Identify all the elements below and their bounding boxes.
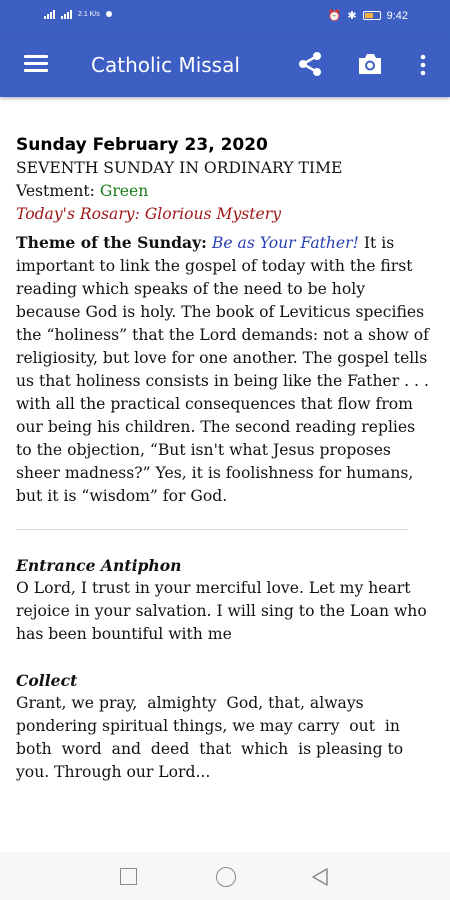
back-icon[interactable] <box>311 867 329 887</box>
vestment-value: Green <box>99 182 149 200</box>
signal-icon-2 <box>61 9 72 19</box>
vestment-line <box>16 180 434 203</box>
status-right <box>328 9 408 22</box>
camera-icon[interactable] <box>357 52 383 76</box>
system-nav-bar <box>0 852 450 900</box>
share-icon[interactable] <box>297 51 323 77</box>
entrance-antiphon-title: Entrance Antiphon <box>16 556 182 575</box>
net-speed: 2.1 K/s <box>78 10 100 18</box>
date-heading: Sunday February 23, 2020 <box>16 135 268 155</box>
vestment-label: Vestment: <box>16 182 100 200</box>
occasion: SEVENTH SUNDAY IN ORDINARY TIME <box>16 159 343 177</box>
app-title: Catholic Missal <box>91 53 240 77</box>
divider <box>16 529 408 530</box>
theme-label: Theme of the Sunday: <box>16 233 207 252</box>
battery-icon <box>363 11 381 20</box>
collect-title: Collect <box>16 671 78 690</box>
home-icon[interactable] <box>216 867 236 887</box>
status-left <box>44 9 112 19</box>
app-bar <box>0 33 450 97</box>
alarm-icon: ⏰ <box>327 10 342 22</box>
theme-title: Be as Your Father! <box>211 234 359 252</box>
recent-apps-icon[interactable] <box>120 868 137 885</box>
signal-icon <box>44 9 55 19</box>
bluetooth-icon: ✱ <box>347 10 357 22</box>
theme-paragraph <box>16 231 434 508</box>
status-bar <box>0 0 450 33</box>
clock: 9:42 <box>386 9 408 22</box>
missal-content <box>16 133 434 784</box>
rosary-line: Today's Rosary: Glorious Mystery <box>16 205 282 223</box>
more-vert-icon[interactable] <box>415 53 431 77</box>
notification-dot-icon <box>106 11 112 17</box>
menu-icon[interactable] <box>24 55 48 73</box>
collect-text: Grant, we pray, almighty God, that, always pondering spiritual things, we may carry out in both word and deed that which is pleasing to you. Through our Lord... <box>16 694 409 781</box>
entrance-antiphon-text: O Lord, I trust in your merciful love. Let my heart rejoice in your salvation. I will sing to the Loan who has been bountiful with me <box>16 579 427 643</box>
theme-body: It is important to link the gospel of today with the first reading which speaks of the need to be holy because God is holy. The book of Leviticus specifies the “holiness” that the Lord demands: not a show of religiosity, but love for one another. The gospel tells us that holiness consists in being like the Father . . . with all the practical consequences that flow from our being his children. The second reading replies to the objection, “But isn't what Jesus proposes sheer madness?” Yes, it is foolishness for humans, but it is “wisdom” for God. <box>16 234 429 505</box>
